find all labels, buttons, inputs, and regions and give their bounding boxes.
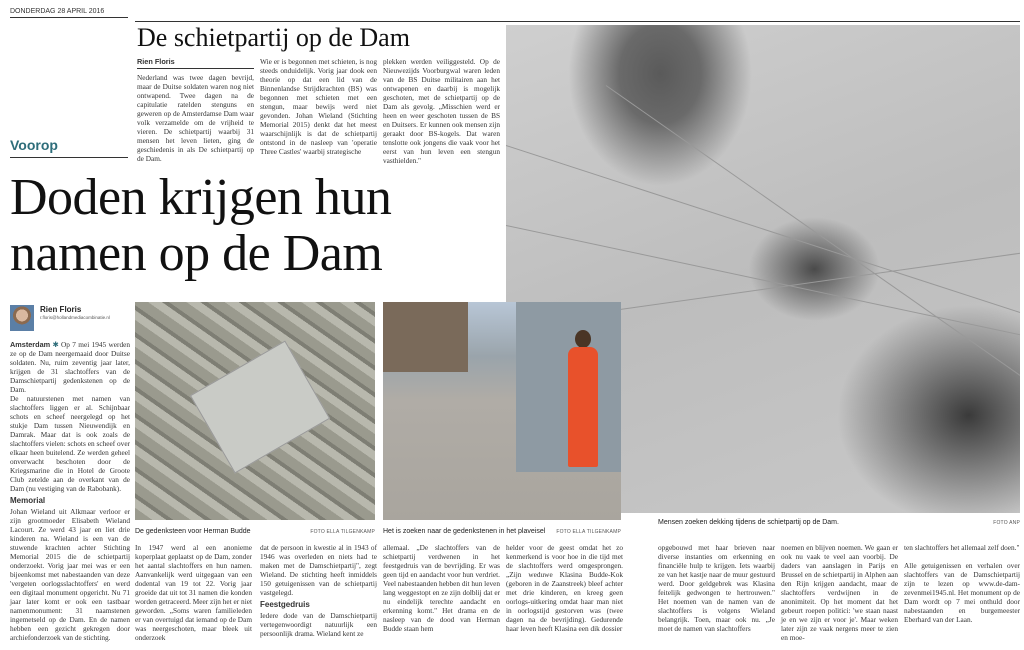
sidebar-byline: Rien Floris: [137, 57, 254, 69]
street-sweeper-head: [575, 330, 591, 348]
sidebar-text: Wie er is begonnen met schieten, is nog steeds onduidelijk. Vorig jaar dook een theorie op dat een lid van de Binnenlandse Strijdkrachten (BS) was begonnen met schieten met een stengun, maar bewijs werd niet gevonden. Johan Wieland (Stichting Memorial 2015) denkt dat het meest waarschijnlijk is dat de schietpartij ontstond in de nasleep van 'operatie Three Castles' waarbij strategische: [260, 57, 377, 156]
section-label: Voorop: [10, 137, 128, 158]
street-sweeper: [568, 347, 598, 467]
dateline: Amsterdam: [10, 340, 51, 349]
article-text: In 1947 werd al een anonieme koperplaat geplaatst op de Dam, zonder het aantal slachtoffers en hun namen. Aanvankelijk werd uitgegaan van een dodental van 19 tot 22. Vorig jaar groeide dat uit tot 31 namen die konden worden getraceerd. Meer zijn het er niet geworden. „Soms waren familieleden er van overtuigd dat iemand op de Dam was neergeschoten, maar bleek uit onderzoek: [135, 543, 252, 642]
photo-caption-main: [658, 518, 1020, 528]
article-col-5: [506, 543, 623, 633]
author-name: Rien Floris: [40, 305, 82, 314]
article-col-8: [904, 543, 1020, 624]
article-col-2: [135, 543, 252, 642]
building: [383, 302, 468, 372]
article-lead: [10, 340, 130, 394]
photo-caption-2: [383, 527, 621, 537]
article-text: De natuurstenen met namen van slachtoffers liggen er al. Schijnbaar schots en scheef neergelegd op het stukje Dam tussen Nieuwendijk en Damrak. Maar dat is ook zoals de slachtoffers vielen: schots en scheef over elkaar heen buitelend. Ze werden geheel onverwacht beschoten door de Kriegsmarine die in Hotel de Groote Club zetelde aan de overkant van de Dam (nu vestiging van de Rabobank).: [10, 394, 130, 493]
photo-credit: FOTO ELLA TILGENKAMP: [310, 529, 375, 535]
sidebar-title: De schietpartij op de Dam: [137, 23, 410, 52]
author-info: [40, 305, 110, 331]
top-rule: [135, 21, 1020, 22]
article-text: noemen en blijven noemen. We gaan er ook nu vaak te veel aan voorbij. De daders van aanslagen in Parijs en Brussel en de schietpartij in Alphen aan den Rijn krijgen aandacht, maar de slachtoffers verdwijnen in de anonimiteit. Op het moment dat het gebeurt roepen politici: 'we staan naast je en we zijn er voor je'. Maar weken later zijn ze vaak nergens meer te zien en moe-: [781, 543, 898, 642]
photo-caption-1: [135, 527, 375, 537]
author-avatar: [10, 305, 34, 331]
sidebar-text: Nederland was twee dagen bevrijd, maar de Duitse soldaten waren nog niet ontwapend. Twee dagen na de capitulatie ratelden stenguns en geweren op de Amsterdamse Dam waar volk verzamelde om de vrijheid te vieren. De schietpartij waarbij 31 mensen het leven lieten, ging de geschiedenis in als De schietpartij op de Dam.: [137, 73, 254, 163]
sidebar-col-2: [260, 57, 377, 156]
photo-credit: FOTO ELLA TILGENKAMP: [556, 529, 621, 535]
article-col-6: [658, 543, 775, 633]
article-col-3: [260, 543, 377, 638]
author-email[interactable]: r.floris@hollandmediacombinatie.nl: [40, 315, 110, 320]
star-icon: ✱: [52, 340, 59, 349]
article-text: Iedere dode van de Damschietpartij vertegenwoordigt natuurlijk een persoonlijk drama. Wieland kent ze: [260, 611, 377, 638]
caption-text: Mensen zoeken dekking tijdens de schietpartij op de Dam.: [658, 519, 839, 526]
article-text: Johan Wieland uit Alkmaar verloor er zijn grootmoeder Elisabeth Wieland Lacourt. Ze werd 43 jaar en liet drie kinderen na. Wieland is een van de stuwende krachten achter Stichting Memorial 2015 die de schietpartij onderzoekt. Vorig jaar mei was er een bijeenkomst met nabestaanden van deze 'vergeten oorlogsslachtoffers' en werd een digitaal monument opgericht. Nu 71 jaar later komt er ook een tastbaar namenmonument: 31 naamstenen ingemetseld op de Dam. En de namen hebben een gezicht gekregen door archiefonderzoek van de stichting.: [10, 507, 130, 642]
article-text: allemaal. „De slachtoffers van de schietpartij verdwenen in het feestgedruis van de bevrijding. Er was geen tijd en aandacht voor hun verdriet. Veel nabestaanden hebben dit hun leven lang weggestopt en ze zijn dolblij dat er nu eindelijk terechte aandacht en erkenning komt." Het drama en de nasleep van de dood van Herman Budde staan hem: [383, 543, 500, 633]
photo-credit: FOTO ANP: [993, 520, 1020, 526]
sidebar-text: plekken werden veiliggesteld. Op de Nieuwezijds Voorburgwal waren leden van de BS Duitse militairen aan het ontwapenen en daarbij is mogelijk geschoten, met de schietpartij op de Dam als gevolg. „Misschien werd er heen en weer geschoten tussen de BS en Duitsers. Er kunnen ook mensen zijn geraakt door BS-kogels. Dat waren tenslotte ook jongens die vaak voor het eerst van hun leven een stengun vasthielden.": [383, 57, 500, 165]
article-text: helder voor de geest omdat het zo kenmerkend is voor hoe in die tijd met de slachtoffers werd omgesprongen. „Zijn weduwe Klasina Budde-Kok (geboren in de Zaanstreek) bleef achter met drie kinderen, en kreeg geen oorlogs-uitkering omdat haar man niet in oorlogstijd gestorven was (twee dagen na de bevrijding). Gedurende haar leven heeft Klasina een dik dossier: [506, 543, 623, 633]
sidebar-col-3: [383, 57, 500, 165]
street-photo: [383, 302, 621, 520]
article-col-7: [781, 543, 898, 642]
article-col-4: [383, 543, 500, 633]
article-text: Alle getuigenissen en verhalen over slachtoffers van de Damschietpartij zijn te lezen op www.de-dam-zevenmei1945.nl. Het monument op de Dam wordt op 7 mei onthuld door nabestaanden en burgemeester Eberhard van der Laan.: [904, 561, 1020, 624]
tram-line: [606, 85, 1020, 487]
caption-text: De gedenksteen voor Herman Budde: [135, 528, 251, 535]
subhead-feestgedruis: Feestgedruis: [260, 600, 310, 609]
sidebar-col-1: [137, 57, 254, 163]
article-text: Op 7 mei 1945 werden ze op de Dam neergemaaid door Duitse soldaten. Nu, ruim zeventig jaar later, krijgen de 31 slachtoffers van de Damschietpartij gedenkstenen op de Dam.: [10, 340, 130, 394]
article-text: opgebouwd met haar brieven naar diverse instanties om erkenning en financiële hulp te krijgen. Iets waarbij ze van het kastje naar de muur gestuurd werd. Door geldgebrek was Klasina feitelijk gedwongen te hertrouwen." Het noemen van de namen van de slachtoffers is volgens Wieland belangrijk. Toen, maar ook nu. „Je moet de namen van slachtoffers: [658, 543, 775, 633]
headline: Doden krijgen hun namen op de Dam: [10, 169, 392, 282]
caption-text: Het is zoeken naar de gedenkstenen in het plaveisel: [383, 528, 546, 535]
article-col-1: [10, 340, 130, 642]
memorial-stone-photo: [135, 302, 375, 520]
author-block: [10, 305, 130, 331]
article-text: dat de persoon in kwestie al in 1943 of 1946 was overleden en niets had te maken met de Damschietpartij", zegt Wieland. De stichting heeft inmiddels 150 getuigenissen van de schietpartij vastgelegd.: [260, 543, 377, 597]
issue-date: DONDERDAG 28 APRIL 2016: [10, 8, 128, 18]
article-text: ten slachtoffers het allemaal zelf doen.": [904, 543, 1020, 552]
memorial-stone: [190, 341, 330, 474]
subhead-memorial: Memorial: [10, 496, 46, 505]
